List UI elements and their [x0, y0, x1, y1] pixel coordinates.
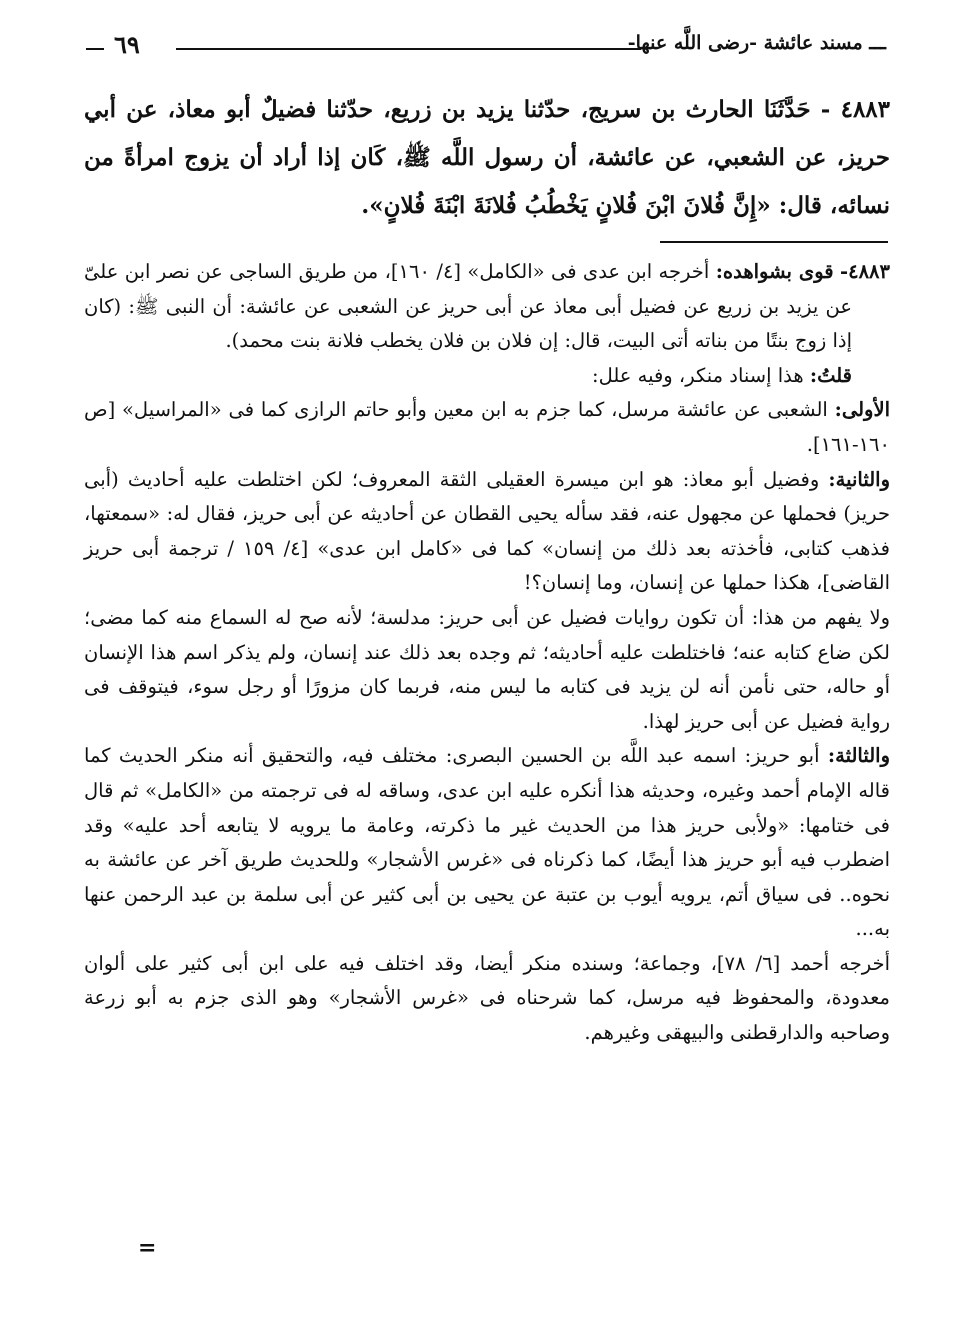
- hadith-number: ٤٨٨٣: [840, 96, 891, 123]
- note-first-label: الأولى:: [834, 398, 890, 422]
- note-paragraph: [84, 601, 890, 739]
- continuation-mark: =: [138, 1235, 157, 1261]
- note-qultu-label: قلتُ:: [809, 363, 852, 387]
- page-number: ٦٩: [114, 30, 140, 59]
- note-third-label: والثالثة:: [827, 744, 891, 768]
- note-takhrij: [84, 255, 890, 359]
- note-grade: قوى بشواهده:: [715, 260, 834, 283]
- hadith-end: .: [361, 192, 370, 219]
- note-takhrij-text: أخرجه ابن عدى فى «الكامل» [٤/ ١٦٠]، من طريق الساجى عن نصر ابن علىّ عن يزيد بن زريع عن فضيل أبى معاذ عن أبى حريز عن الشعبى عن عائشة: أن النبى ﷺ: (كان إذا زوج بنتًا من بناته أتى البيت، قال: إن فلان بن فلان يخطب فلانة بنت محمد).: [84, 260, 852, 353]
- header-title: ـــ مسند عائشة -رضى اللَّه عنها-: [627, 32, 886, 54]
- note-number: ٤٨٨٣-: [840, 260, 891, 283]
- note-qultu-text: هذا إسناد منكر، وفيه علل:: [592, 363, 804, 387]
- footnote-separator: [660, 241, 888, 243]
- note-second-illa: [84, 463, 890, 601]
- note-first-illa: [84, 393, 890, 462]
- hadith-text: [84, 86, 890, 230]
- note-final-text: أخرجه أحمد [٦/ ٧٨]، وجماعة؛ وسنده منكر أيضا، وقد اختلف فيه على ابن أبى كثير على ألوان معدودة، والمحفوظ فيه مرسل، كما شرحناه فى «غرس الأشجار» وهو الذى جزم به أبو زرعة وصاحبه والدارقطنى والبيهقى وغيرهم.: [84, 951, 890, 1045]
- hadith-body: الحارث بن سريج، حدّثنا يزيد بن زريع، حدّثنا فضيلٌ أبو معاذ، عن أبي حريز، عن الشعبي، عن عائشة، أن رسول اللَّه ﷺ، كَان إذا أراد أن يزوج امرأةً من نسائه، قال:: [84, 96, 890, 219]
- note-qultu: [84, 359, 890, 394]
- hadith-quote: «إِنَّ فُلانَ ابْنَ فُلانٍ يَخْطُبُ فُلانَةَ ابْنَةَ فُلانٍ»: [369, 192, 771, 219]
- header-rule: [176, 48, 641, 50]
- note-final: [84, 947, 890, 1051]
- note-second-label: والثانية:: [828, 467, 890, 491]
- note-paragraph-text: ولا يفهم من هذا: أن تكون روايات فضيل عن أبى حريز: مدلسة؛ لأنه صح له السماع منه كما مضى؛ لكن ضاع كتابه عنه؛ فاختلطت عليه أحاديثه؛ ثم وجده بعد ذلك عند إنسان، ولم يذكر اسم هذا الإنسان أو حاله، حتى نأمن أنه لن يزيد فى كتابه ما ليس منه، فربما كان مزورًا أو رجل سوء، فيتوقف فى رواية فضيل عن أبى حريز لهذا.: [84, 605, 890, 733]
- running-header: [86, 32, 886, 62]
- header-dash: [86, 48, 104, 50]
- note-third-illa: [84, 739, 890, 947]
- note-second-text: وفضيل أبو معاذ: هو ابن ميسرة العقيلى الثقة المعروف؛ لكن اختلطت عليه أحاديث (أبى حريز) فحملها عن مجهول عنه، فقد سأله يحيى القطان عن أحاديثه عن أبى حريز، فقال له: «سمعتها، فذهب كتابى، فأخذته بعد ذلك من إنسان» كما فى «كامل ابن عدى» [٤/ ١٥٩ / ترجمة أبى حريز القاضى]، هكذا حملها عن إنسان، وما إنسان؟!: [84, 467, 890, 595]
- commentary: [84, 255, 890, 1051]
- note-first-text: الشعبى عن عائشة مرسل، كما جزم به ابن معين وأبو حاتم الرازى كما فى «المراسيل» [ص ١٦٠-١٦١].: [84, 398, 890, 456]
- hadith-lead: - حَدَّثَنَا: [763, 96, 831, 123]
- note-third-text: أبو حريز: اسمه عبد اللَّه بن الحسين البصرى: مختلف فيه، والتحقيق أنه منكر الحديث كما قاله الإمام أحمد وغيره، وحديثه هذا أنكره عليه ابن عدى، وساقه له فى ترجمته من «الكامل» ثم قال فى ختامها: «ولأبى حريز هذا من الحديث غير ما ذكرته، وعامة ما يرويه لا يتابعه أحد عليه» وقد اضطرب فيه أبو حريز هذا أيضًا، كما ذكرناه فى «غرس الأشجار» وللحديث طريق آخر عن عائشة به نحوه.. فى سياق أتم، يرويه أيوب بن عتبة عن يحيى بن أبى كثير عن أبى سلمة بن عبد الرحمن عنها به...: [84, 744, 891, 941]
